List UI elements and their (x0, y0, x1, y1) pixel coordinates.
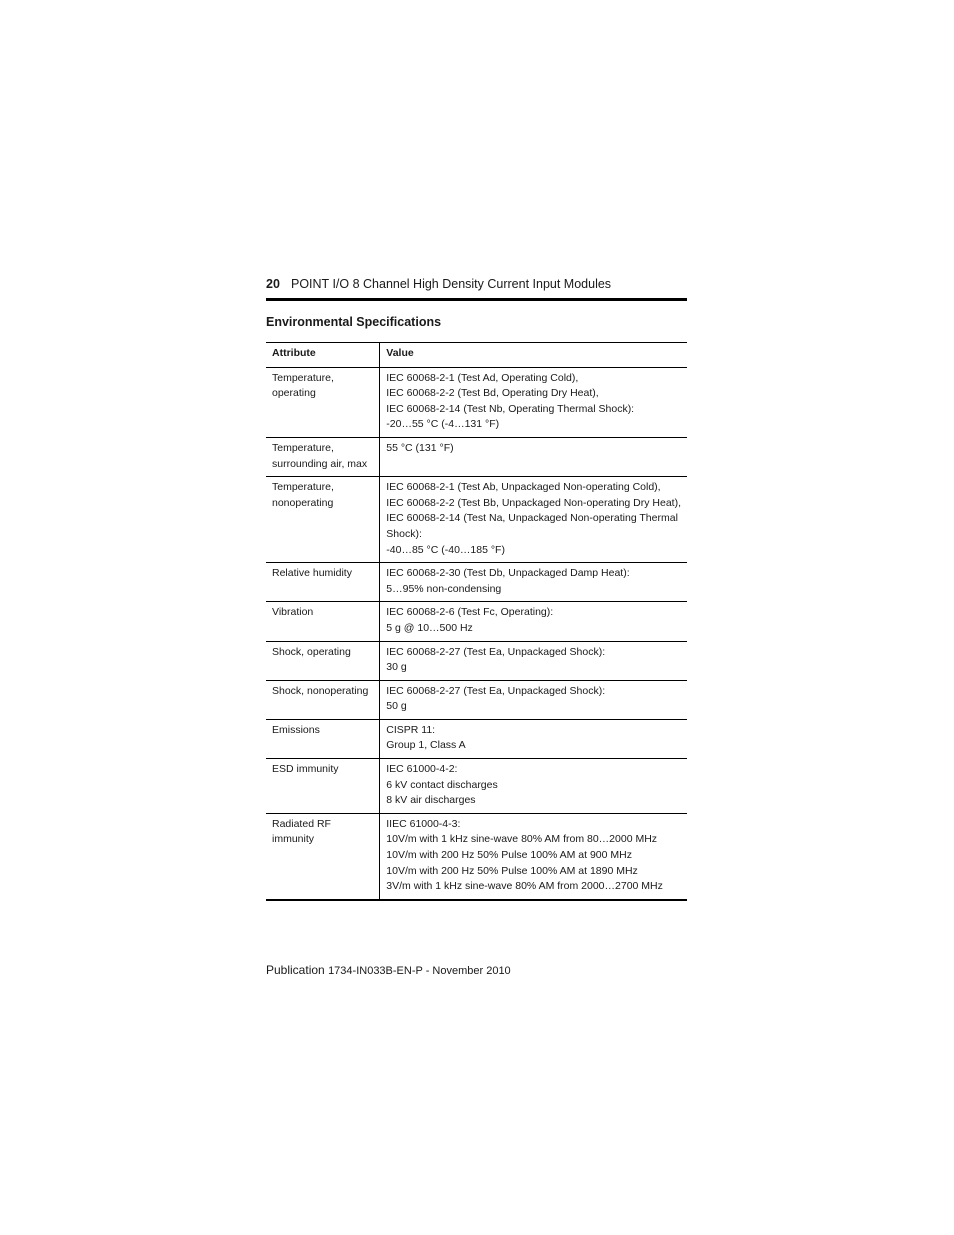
table-row (266, 813, 687, 899)
table-row (266, 477, 687, 563)
value-text: IIEC 61000-4-3: (386, 817, 461, 830)
value-text: 55 °C (131 °F) (386, 441, 454, 454)
value-cell (380, 719, 687, 758)
value-text: IEC 60068-2-6 (Test Fc, Operating): (386, 606, 554, 619)
value-cell (380, 602, 687, 641)
table-row (266, 719, 687, 758)
value-cell (380, 813, 687, 899)
value-cell (380, 563, 687, 602)
section-title: Environmental Specifications (266, 315, 442, 329)
value-text: Group 1, Class A (386, 739, 466, 752)
publication-id: 1734-IN033B-EN-P - November 2010 (328, 965, 511, 977)
column-header-attribute: Attribute (266, 343, 380, 368)
value-text: -20…55 °C (-4…131 °F) (386, 418, 500, 431)
value-text: IEC 60068-2-1 (Test Ad, Operating Cold), (386, 371, 579, 384)
table-row (266, 759, 687, 814)
value-text: IEC 60068-2-14 (Test Na, Unpackaged Non-operating Thermal Shock): (386, 512, 678, 540)
value-text: 50 g (386, 700, 407, 713)
attribute-text: ESD immunity (272, 763, 339, 776)
attribute-cell (266, 641, 380, 680)
attribute-cell (266, 437, 380, 476)
page-content (266, 276, 687, 901)
attribute-text: Temperature, operating (272, 371, 334, 400)
value-cell (380, 437, 687, 476)
attribute-text: nonoperating (272, 496, 334, 509)
value-text: IEC 60068-2-2 (Test Bd, Operating Dry Heat), (386, 387, 599, 400)
value-text: 6 kV contact discharges (386, 778, 498, 791)
attribute-text: Radiated RF immunity (272, 817, 331, 846)
value-cell (380, 367, 687, 437)
document-title: POINT I/O 8 Channel High Density Current Input Modules (291, 277, 612, 291)
value-text: 30 g (386, 661, 407, 674)
attribute-cell (266, 477, 380, 563)
attribute-text: Shock, nonoperating (272, 684, 369, 697)
attribute-cell (266, 719, 380, 758)
value-text: CISPR 11: (386, 723, 436, 736)
attribute-cell (266, 563, 380, 602)
value-text: 8 kV air discharges (386, 794, 476, 807)
table-row (266, 563, 687, 602)
environmental-specifications-table (266, 342, 687, 901)
attribute-cell (266, 680, 380, 719)
value-text: IEC 61000-4-2: (386, 763, 458, 776)
attribute-cell (266, 367, 380, 437)
column-header-value: Value (380, 343, 687, 368)
value-cell (380, 477, 687, 563)
attribute-text: surrounding air, max (272, 457, 368, 470)
value-cell (380, 641, 687, 680)
table-header-row (266, 343, 687, 368)
table-row (266, 641, 687, 680)
value-text: 5 g @ 10…500 Hz (386, 621, 473, 634)
value-text: IEC 60068-2-2 (Test Bb, Unpackaged Non-operating Dry Heat), (386, 496, 681, 509)
attribute-text: Relative humidity (272, 567, 352, 580)
attribute-cell (266, 813, 380, 899)
table-row (266, 602, 687, 641)
attribute-text: Emissions (272, 723, 320, 736)
value-text: IEC 60068-2-27 (Test Ea, Unpackaged Shock): (386, 684, 606, 697)
publication-label: Publication (266, 963, 325, 977)
attribute-cell (266, 602, 380, 641)
value-cell (380, 759, 687, 814)
value-text: 10V/m with 1 kHz sine-wave 80% AM from 80…2000 MHz (386, 833, 658, 846)
value-text: 10V/m with 200 Hz 50% Pulse 100% AM at 900 MHz (386, 849, 632, 862)
attribute-cell (266, 759, 380, 814)
running-header (266, 276, 687, 301)
value-cell (380, 680, 687, 719)
attribute-text: Temperature, (272, 441, 334, 454)
value-text: IEC 60068-2-27 (Test Ea, Unpackaged Shock): (386, 645, 606, 658)
attribute-text: Vibration (272, 606, 314, 619)
value-text: IEC 60068-2-14 (Test Nb, Operating Thermal Shock): (386, 402, 635, 415)
table-row (266, 680, 687, 719)
value-text: -40…85 °C (-40…185 °F) (386, 543, 505, 556)
table-row (266, 367, 687, 437)
value-text: 5…95% non-condensing (386, 582, 502, 595)
value-text: 3V/m with 1 kHz sine-wave 80% AM from 2000…2700 MHz (386, 880, 663, 893)
value-text: IEC 60068-2-30 (Test Db, Unpackaged Damp Heat): (386, 567, 630, 580)
table-row (266, 437, 687, 476)
attribute-text: Temperature, (272, 481, 334, 494)
value-text: IEC 60068-2-1 (Test Ab, Unpackaged Non-operating Cold), (386, 481, 661, 494)
attribute-text: Shock, operating (272, 645, 351, 658)
value-text: 10V/m with 200 Hz 50% Pulse 100% AM at 1890 MHz (386, 864, 638, 877)
page-footer (266, 962, 511, 979)
page-number: 20 (266, 277, 280, 291)
